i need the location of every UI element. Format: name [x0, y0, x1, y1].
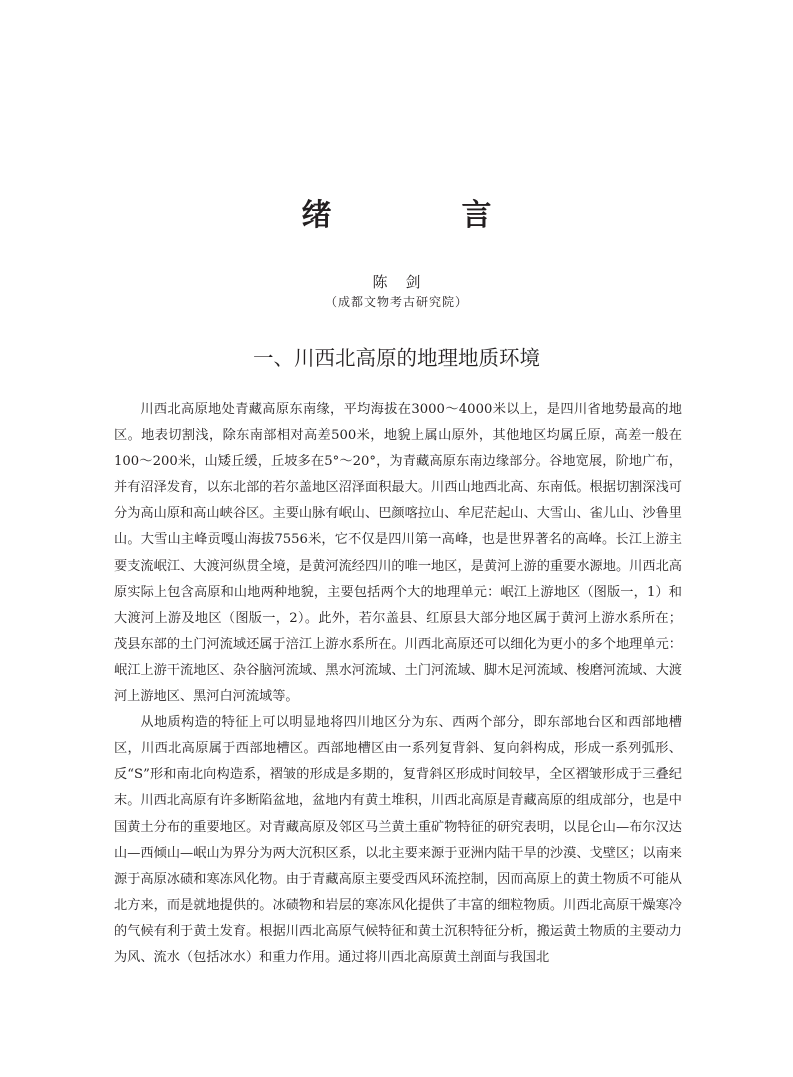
body-text [114, 397, 682, 971]
paragraph-2: 从地质构造的特征上可以明显地将四川地区分为东、西两个部分，即东部地台区和西部地槽区，川西北高原属于西部地槽区。西部地槽区由一系列复背斜、复向斜构成，形成一系列弧形、反“S”形和南北向构造系，褶皱的形成是多期的，复背斜区形成时间较早，全区褶皱形成于三叠纪末。川西北高原有许多断陷盆地，盆地内有黄土堆积，川西北高原是青藏高原的组成部分，也是中国黄土分布的重要地区。对青藏高原及邻区马兰黄土重矿物特征的研究表明，以昆仑山—布尔汉达山—西倾山—岷山为界分为两大沉积区系，以北主要来源于亚洲内陆干旱的沙漠、戈壁区；以南来源于高原冰碛和寒冻风化物。由于青藏高原主要受西风环流控制，因而高原上的黄土物质不可能从北方来，而是就地提供的。冰碛物和岩层的寒冻风化提供了丰富的细粒物质。川西北高原干燥寒冷的气候有利于黄土发育。根据川西北高原气候特征和黄土沉积特征分析，搬运黄土物质的主要动力为风、流水（包括冰水）和重力作用。通过将川西北高原黄土剖面与我国北 [114, 715, 682, 965]
article-title: 绪 言 [301, 198, 542, 233]
author-affiliation: （成都文物考古研究院） [324, 295, 468, 309]
paragraph-1: 川西北高原地处青藏高原东南缘，平均海拔在3000～4000米以上，是四川省地势最高的地区。地表切割浅，除东南部相对高差500米，地貌上属山原外，其他地区均属丘原，高差一般在100～200米，山矮丘缓，丘坡多在5°～20°，为青藏高原东南边缘部分。谷地宽展，阶地广布，并有沼泽发育，以东北部的若尔盖地区沼泽面积最大。川西山地西北高、东南低。根据切割深浅可分为高山原和高山峡谷区。主要山脉有岷山、巴颜喀拉山、牟尼茫起山、大雪山、雀儿山、沙鲁里山。大雪山主峰贡嘎山海拔7556米，它不仅是四川第一高峰，也是世界著名的高峰。长江上游主要支流岷江、大渡河纵贯全境，是黄河流经四川的唯一地区，是黄河上游的重要水源地。川西北高原实际上包含高原和山地两种地貌，主要包括两个大的地理单元：岷江上游地区（图版一，1）和大渡河上游及地区（图版一，2）。此外，若尔盖县、红原县大部分地区属于黄河上游水系所在；茂县东部的土门河流域还属于涪江上游水系所在。川西北高原还可以细化为更小的多个地理单元：岷江上游干流地区、杂谷脑河流域、黑水河流域、土门河流域、脚木足河流域、梭磨河流域、大渡河上游地区、黑河白河流域等。 [114, 402, 682, 705]
author-name: 陈剑 [372, 273, 439, 291]
section-heading: 一、川西北高原的地理地质环境 [253, 346, 540, 370]
